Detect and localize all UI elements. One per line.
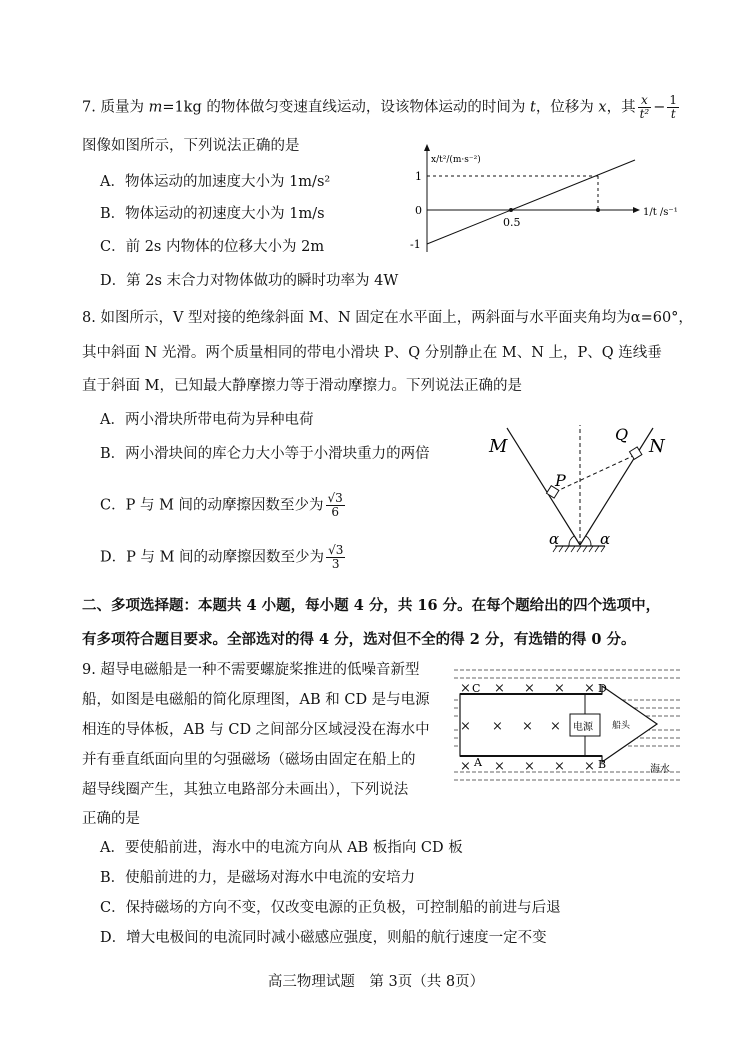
q7-tick-05: 0.5 — [503, 216, 521, 229]
q7-y-label: x/t²/(m·s⁻²) — [431, 155, 481, 165]
svg-text:×: × — [554, 681, 565, 696]
q7-tick-m1: -1 — [410, 238, 421, 251]
q9-head-label: 船头 — [612, 721, 631, 731]
q9-label-c: C — [472, 682, 481, 695]
svg-text:×: × — [492, 719, 503, 734]
q8-angle-arc-left — [569, 536, 574, 546]
q9-label-d: D — [598, 682, 607, 695]
q7-option-d: D．第 2s 末合力对物体做功的瞬时功率为 4W — [100, 273, 399, 289]
q7-x-arrow — [633, 207, 640, 213]
svg-text:×: × — [584, 759, 595, 774]
q9-option-c: C．保持磁场的方向不变，仅改变电源的正负极，可控制船的前进与后退 — [100, 900, 561, 916]
q7-option-c: C．前 2s 内物体的位移大小为 2m — [100, 239, 325, 255]
q8-option-d: D．P 与 M 间的动摩擦因数至少为 $\frac{√3}{3}$ — [100, 543, 344, 571]
q8-figure — [485, 420, 675, 560]
q7-option-a: A．物体运动的加速度大小为 1m/s² — [100, 174, 331, 190]
q9-option-d: D．增大电极间的电流同时减小磁感应强度，则船的航行速度一定不变 — [100, 930, 547, 946]
svg-text:×: × — [460, 681, 471, 696]
q7-point-end — [596, 208, 600, 212]
q9-stem-line5: 超导线圈产生，其独立电路部分未画出），下列说法 — [82, 782, 409, 798]
q9-stem-line6: 正确的是 — [82, 811, 140, 827]
q9-stem-line2: 船，如图是电磁船的简化原理图，AB 和 CD 是与电源 — [82, 692, 430, 708]
q7-frac-1-over-t: $\frac{1}{t}$ — [669, 93, 678, 121]
q7-point-05 — [509, 208, 513, 212]
q8-incline-n — [580, 428, 653, 545]
svg-text:×: × — [494, 759, 505, 774]
q8-ground-hatch — [553, 546, 605, 552]
svg-text:×: × — [524, 759, 535, 774]
svg-text:×: × — [494, 681, 505, 696]
svg-text:×: × — [550, 719, 561, 734]
q7-frac-x-over-t2: $\frac{x}{\text{t²}}$ — [639, 93, 650, 121]
q9-power-label: 电源 — [573, 722, 593, 733]
q9-label-b: B — [598, 758, 607, 771]
q8-stem-line2: 其中斜面 N 光滑。两个质量相同的带电小滑块 P、Q 分别静止在 M、N 上，P、Q 连线垂 — [82, 345, 662, 361]
svg-text:×: × — [460, 759, 471, 774]
q9-figure — [452, 664, 684, 784]
q8-option-a: A．两小滑块所带电荷为异种电荷 — [100, 412, 314, 428]
q7-x-label: 1/t /s⁻¹ — [643, 207, 678, 218]
q7-tick-0: 0 — [415, 204, 422, 217]
q8-label-q: Q — [615, 425, 629, 444]
q8-angle-arc-right — [586, 536, 591, 546]
q8-label-p: P — [555, 471, 566, 490]
q9-stem-line3: 相连的导体板，AB 与 CD 之间部分区域浸没在海水中 — [82, 722, 430, 738]
q7-graph-line — [427, 160, 635, 244]
q9-stem-line1: 9. 超导电磁船是一种不需要螺旋桨推进的低噪音新型 — [82, 662, 420, 678]
q7-tick-1: 1 — [415, 170, 422, 183]
q9-option-b: B．使船前进的力，是磁场对海水中电流的安培力 — [100, 870, 416, 886]
q8-label-m: M — [489, 436, 508, 457]
q9-stem-line4: 并有垂直纸面向里的匀强磁场（磁场由固定在船上的 — [82, 752, 416, 768]
q7-y-arrow — [424, 144, 430, 151]
q7-stem-line2: 图像如图所示，下列说法正确的是 — [82, 138, 300, 154]
q8-option-c: C．P 与 M 间的动摩擦因数至少为 $\frac{√3}{6}$ — [100, 491, 343, 519]
section2-line1: 二、多项选择题：本题共 4 小题，每小题 4 分，共 16 分。在每个题给出的四个选项中， — [82, 597, 661, 614]
q8-incline-m — [507, 428, 580, 545]
q9-sea-label: 海水 — [650, 764, 670, 775]
q7-graph — [405, 140, 678, 255]
q8-stem-line3: 直于斜面 M，已知最大静摩擦力等于滑动摩擦力。下列说法正确的是 — [82, 378, 522, 394]
q8-alpha-right: α — [600, 530, 611, 548]
q7-option-b: B．物体运动的初速度大小为 1m/s — [100, 206, 325, 222]
q9-label-a: A — [474, 756, 482, 769]
q8-stem-line1: 8. 如图所示，V 型对接的绝缘斜面 M、N 固定在水平面上，两斜面与水平面夹角均为α=60°， — [82, 310, 693, 326]
section2-line2: 有多项符合题目要求。全部选对的得 4 分，选对但不全的得 2 分，有选错的得 0 分。 — [82, 631, 636, 648]
q9-option-a: A．要使船前进，海水中的电流方向从 AB 板指向 CD 板 — [100, 840, 463, 856]
svg-text:×: × — [460, 719, 471, 734]
q8-alpha-left: α — [549, 530, 560, 548]
q7-stem-line1: 7. 质量为 m=1kg 的物体做匀变速直线运动，设该物体运动的时间为 t，位移为 x，其 $\frac{x}{\text{t²}}$ − $\frac{1}{t}$ — [82, 93, 678, 121]
svg-text:×: × — [522, 719, 533, 734]
svg-text:×: × — [524, 681, 535, 696]
svg-text:×: × — [584, 681, 595, 696]
q8-option-b: B．两小滑块间的库仑力大小等于小滑块重力的两倍 — [100, 446, 430, 462]
q8-label-n: N — [649, 436, 665, 457]
q8-pq-dashed — [555, 455, 635, 492]
page-footer: 高三物理试题 第 3页（共 8页） — [267, 974, 485, 990]
svg-text:×: × — [554, 759, 565, 774]
